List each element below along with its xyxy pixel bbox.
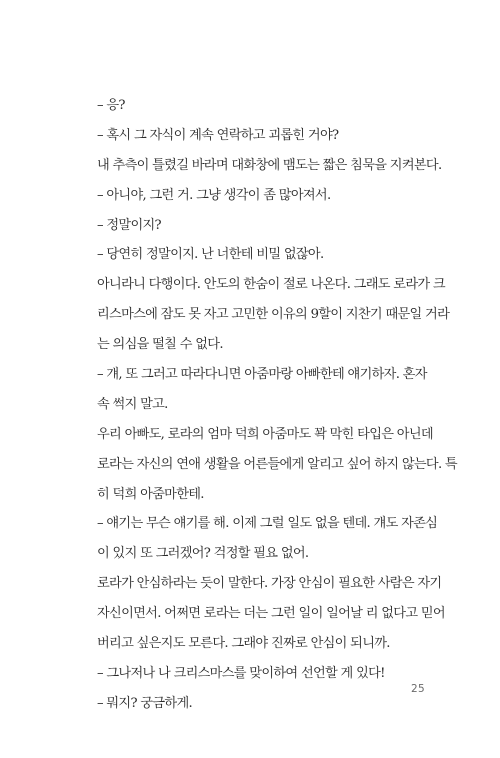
text-line: – 뭐지? 궁금하게.	[97, 695, 192, 711]
body-text	[97, 94, 457, 722]
text-line: 히 덕희 아줌마한테.	[97, 486, 204, 502]
text-line: – 응?	[97, 98, 125, 113]
text-line: – 얘기는 무슨 얘기를 해. 이제 그럴 일도 없을 텐데. 걔도 자존심	[97, 516, 438, 532]
text-line: 는 의심을 떨칠 수 없다.	[97, 337, 223, 353]
text-line: 로라가 안심하라는 듯이 말한다. 가장 안심이 필요한 사람은 자기	[97, 576, 442, 592]
text-line: 내 추측이 틀렸길 바라며 대화창에 맴도는 짧은 침묵을 지켜본다.	[97, 157, 442, 173]
text-line: – 아니야, 그런 거. 그냥 생각이 좀 많아져서.	[97, 187, 331, 203]
text-line: – 걔, 또 그러고 따라다니면 아줌마랑 아빠한테 얘기하자. 혼자	[97, 367, 427, 383]
text-line: 속 썩지 말고.	[97, 396, 168, 412]
text-line: 로라는 자신의 연애 생활을 어른들에게 알리고 싶어 하지 않는다. 특	[97, 456, 457, 472]
text-line: – 혹시 그 자식이 계속 연락하고 괴롭힌 거야?	[97, 127, 339, 143]
page-number: 25	[411, 683, 425, 695]
text-line: 이 있지 또 그러겠어? 걱정할 필요 없어.	[97, 546, 309, 562]
text-line: 자신이면서. 어쩌면 로라는 더는 그런 일이 일어날 리 없다고 믿어	[97, 606, 445, 622]
text-line: – 정말이지?	[97, 217, 161, 233]
text-line: 아니라니 다행이다. 안도의 한숨이 절로 나온다. 그래도 로라가 크	[97, 277, 445, 293]
text-line: 리스마스에 잠도 못 자고 고민한 이유의 9할이 지찬기 때문일 거라	[97, 307, 450, 323]
text-line: – 그나저나 나 크리스마스를 맞이하여 선언할 게 있다!	[97, 665, 385, 681]
text-line: 우리 아빠도, 로라의 엄마 덕희 아줌마도 꽉 막힌 타입은 아닌데	[97, 426, 433, 442]
text-line: 버리고 싶은지도 모른다. 그래야 진짜로 안심이 되니까.	[97, 636, 390, 652]
text-line: – 당연히 정말이지. 난 너한테 비밀 없잖아.	[97, 247, 324, 263]
